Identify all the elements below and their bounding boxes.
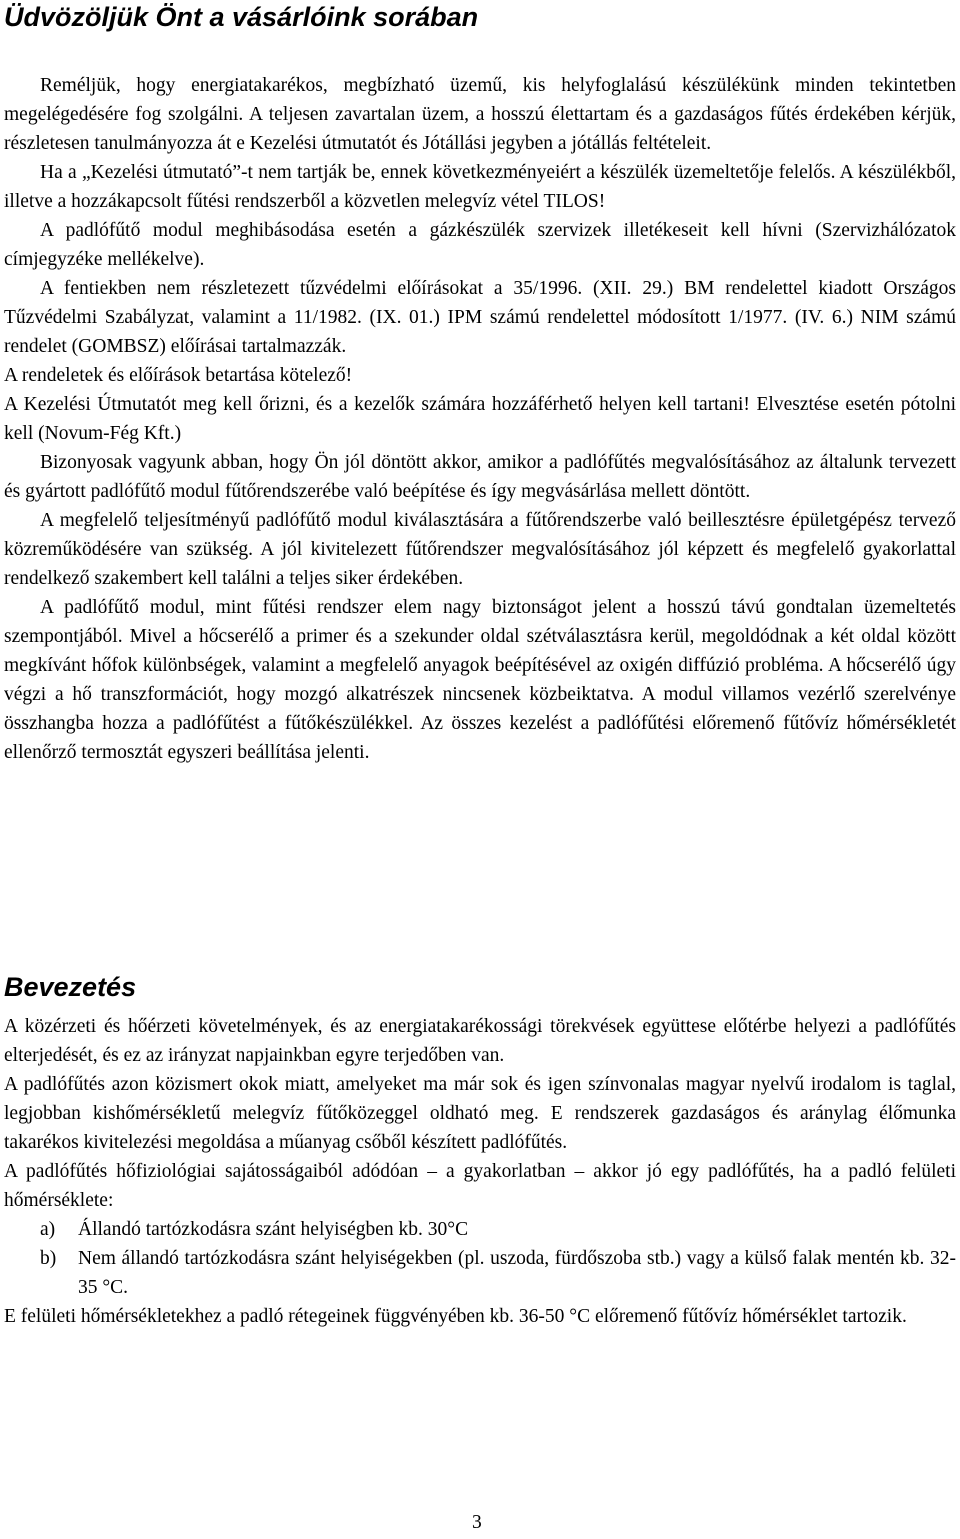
section-paragraph: A közérzeti és hőérzeti követelmények, és az energiatakarékossági törekvések együttese előtérbe helyezi a padlófűtés elterjedését, és ez az irányzat napjainkban egyre terjedőben van. [4,1016,956,1066]
list-marker: a) [40,1219,56,1240]
keep-manual-paragraph: A Kezelési Útmutatót meg kell őrizni, és a kezelők számára hozzáférhető helyen kell tartani! Elvesztése esetén pótolni kell (Novum-Fég Kft.) [4,394,956,444]
section-title: Bevezetés [4,972,137,1002]
intro-paragraph: Reméljük, hogy energiatakarékos, megbízható üzemű, kis helyfoglalású készülékünk minden tekintetben megelégedésére fog szolgálni. A teljesen zavartalan üzem, a hosszú élettartam és a gazdaságos fűtés érdekében kérjük, részletesen tanulmányozza át e Kezelési útmutatót és Jótállási jegyben a jótállás feltételeit. [4,75,956,154]
safety-paragraph: A padlófűtő modul, mint fűtési rendszer elem nagy biztonságot jelent a hosszú távú gondtalan üzemeltetés szempontjából. Mivel a hőcserélő a primer és a szekunder oldal szétválasztásra kerül, megoldódnak a két oldal között megkívánt hőfok különbségek, valamint a megfelelő anyagok beépítésével az oxigén diffúzió probléma. A hőcserélő úgy végzi a hő transzformációt, hogy mozgó alkatrészek nincsenek közbeiktatva. A modul villamos vezérlő szerelvénye összhangba hozza a padlófűtést a fűtőkészülékkel. Az összes kezelést a padlófűtési előremenő fűtővíz hőmérsékletét ellenőrző termosztát egyszeri beállítása jelenti. [4,597,956,763]
list-item-text: Nem állandó tartózkodásra szánt helyiségekben (pl. uszoda, fürdőszoba stb.) vagy a külső falak mentén kb. 32-35 °C. [78,1248,956,1298]
warning-paragraph: Ha a „Kezelési útmutató”-t nem tartják be, ennek következményeiért a készülék üzemeltetője felelős. A készülékből, illetve a hozzákapcsolt fűtési rendszerből a közvetlen melegvíz vétel TILOS! [4,162,956,212]
service-paragraph: A padlófűtő modul meghibásodása esetén a gázkészülék szervizek illetékeseit kell hívni (Szervizhálózatok címjegyzéke mellékelve). [4,220,956,270]
section-paragraph: A padlófűtés azon közismert okok miatt, amelyeket ma már sok és igen színvonalas magyar nyelvű irodalom is taglal, legjobban kishőmérsékletű melegvíz fűtőközeggel oldható meg. E rendszerek gazdaságos és aránylag élőmunka takarékos kivitelezési megoldása a műanyag csőből készített padlófűtés. [4,1074,956,1153]
temperature-list [4,1215,956,1302]
closing-paragraph: E felületi hőmérsékletekhez a padló rétegeinek függvényében kb. 36-50 °C előremenő fűtővíz hőmérséklet tartozik. [4,1306,907,1327]
mandatory-paragraph: A rendeletek és előírások betartása kötelező! [4,365,353,386]
section-paragraph: A padlófűtés hőfiziológiai sajátosságaiból adódóan – a gyakorlatban – akkor jó egy padlófűtés, ha a padló felületi hőmérséklete: [4,1161,956,1211]
list-item [4,1244,956,1302]
list-marker: b) [40,1248,57,1269]
intro-section [4,71,956,767]
selection-paragraph: A megfelelő teljesítményű padlófűtő modul kiválasztására a fűtőrendszerbe való beillesztésre épületgépész tervező közreműködésére van szükség. A jól kivitelezett fűtőrendszer megvalósításához jól képzett és megfelelő gyakorlattal rendelkező szakembert kell találni a teljes siker érdekében. [4,510,956,589]
page-number: 3 [472,1512,482,1533]
introduction-section [4,1012,956,1331]
list-item-text: Állandó tartózkodásra szánt helyiségben kb. 30°C [78,1219,469,1240]
decision-paragraph: Bizonyosak vagyunk abban, hogy Ön jól döntött akkor, amikor a padlófűtés megvalósításához az általunk tervezett és gyártott padlófűtő modul fűtőrendszerébe való beépítése és így megvásárlása mellett döntött. [4,452,956,502]
list-item [4,1215,956,1244]
page-title: Üdvözöljük Önt a vásárlóink sorában [4,2,479,32]
regulation-paragraph: A fentiekben nem részletezett tűzvédelmi előírásokat a 35/1996. (XII. 29.) BM rendelettel kiadott Országos Tűzvédelmi Szabályzat, valamint a 11/1982. (IX. 01.) IPM számú rendelettel módosított 1/1977. (IV. 6.) NIM számú rendelet (GOMBSZ) előírásai tartalmazzák. [4,278,956,357]
